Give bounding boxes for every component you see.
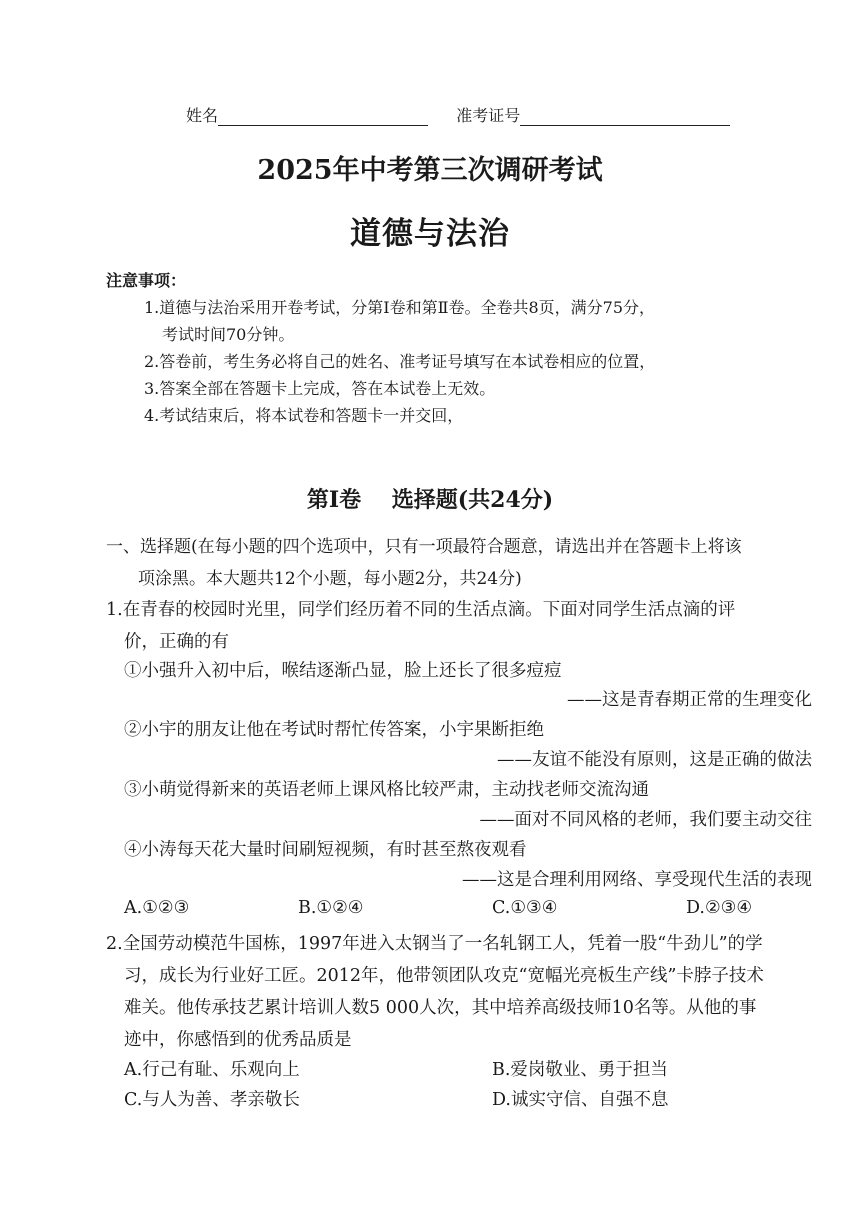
q1-stem: 价，正确的有 [124, 632, 229, 652]
q1-option-b: B.①②④ [298, 898, 364, 918]
q1-option-a: A.①②③ [124, 898, 190, 918]
q1-option-d: D.②③④ [686, 898, 753, 918]
notice-heading: 注意事项： [106, 271, 187, 290]
q1-item-comment: ——面对不同风格的老师，我们要主动交往 [479, 810, 812, 830]
notice-item: 考试时间70分钟。 [162, 325, 295, 344]
q2-option-d: D.诚实守信、自强不息 [492, 1090, 669, 1110]
header-fields [186, 103, 730, 126]
name-blank [218, 107, 428, 126]
q2-option-a: A.行己有耻、乐观向上 [124, 1060, 300, 1080]
notice-item: 2.答卷前，考生务必将自己的姓名、准考证号填写在本试卷相应的位置， [144, 352, 656, 371]
q2-stem: 难关。他传承技艺累计培训人数5 000人次，其中培养高级技师10名等。从他的事 [124, 998, 757, 1018]
q1-stem: 1.在青春的校园时光里，同学们经历着不同的生活点滴。下面对同学生活点滴的评 [106, 600, 736, 620]
q2-stem: 迹中，你感悟到的优秀品质是 [124, 1030, 352, 1050]
q2-option-b: B.爱岗敬业、勇于担当 [492, 1060, 668, 1080]
q1-item: ①小强升入初中后，喉结逐渐凸显，脸上还长了很多痘痘 [124, 661, 562, 681]
q1-item: ③小萌觉得新来的英语老师上课风格比较严肃，主动找老师交流沟通 [124, 780, 649, 800]
q1-option-c: C.①③④ [492, 898, 558, 918]
section-title: 第Ⅰ卷 选择题(共24分) [306, 487, 554, 513]
q2-stem: 2.全国劳动模范牛国栋，1997年进入太钢当了一名轧钢工人，凭着一股“牛劲儿”的学 [106, 934, 763, 954]
name-label: 姓名 [186, 106, 219, 125]
q1-item-comment: ——这是青春期正常的生理变化 [567, 690, 812, 710]
part-one-instructions: 一、选择题(在每小题的四个选项中，只有一项最符合题意，请选出并在答题卡上将该 [106, 537, 742, 557]
exam-title: 2025年中考第三次调研考试 [257, 155, 603, 186]
q2-option-c: C.与人为善、孝亲敬长 [124, 1090, 300, 1110]
part-one-instructions: 项涂黑。本大题共12个小题，每小题2分，共24分) [138, 569, 522, 589]
q2-stem: 习，成长为行业好工匠。2012年，他带领团队攻克“宽幅光亮板生产线”卡脖子技术 [124, 966, 764, 986]
exam-id-label: 准考证号 [456, 106, 521, 125]
q1-item: ④小涛每天花大量时间刷短视频，有时甚至熬夜观看 [124, 840, 527, 860]
notice-item: 3.答案全部在答题卡上完成，答在本试卷上无效。 [144, 379, 496, 398]
q1-item: ②小宇的朋友让他在考试时帮忙传答案，小宇果断拒绝 [124, 720, 544, 740]
q1-item-comment: ——友谊不能没有原则，这是正确的做法 [497, 750, 812, 770]
subject-title: 道德与法治 [350, 216, 510, 252]
exam-id-blank [520, 107, 730, 126]
notice-item: 4.考试结束后，将本试卷和答题卡一并交回， [144, 406, 464, 425]
q1-item-comment: ——这是合理利用网络、享受现代生活的表现 [462, 870, 812, 890]
notice-item: 1.道德与法治采用开卷考试，分第Ⅰ卷和第Ⅱ卷。全卷共8页，满分75分， [144, 298, 656, 317]
